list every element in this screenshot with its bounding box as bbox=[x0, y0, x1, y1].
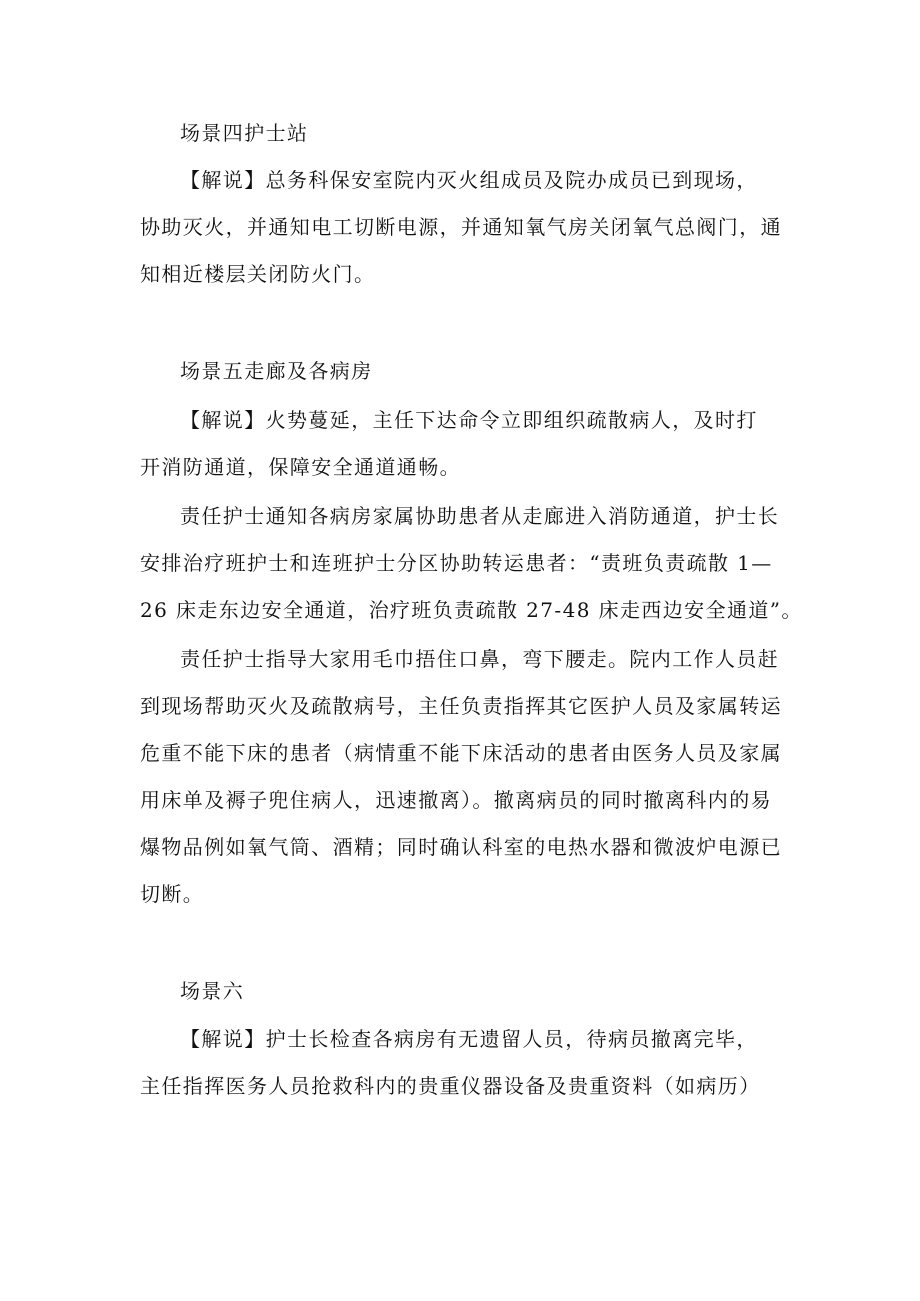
paragraph-line: 协助灭火，并通知电工切断电源，并通知氧气房关闭氧气总阀门，通 bbox=[140, 215, 782, 239]
paragraph-line: 【解说】总务科保安室院内灭火组成员及院办成员已到现场， bbox=[180, 168, 758, 192]
section-heading: 场景四护士站 bbox=[180, 121, 309, 145]
paragraph-line: 切断。 bbox=[140, 882, 205, 906]
paragraph-line: 责任护士指导大家用毛巾捂住口鼻，弯下腰走。院内工作人员赶 bbox=[180, 647, 780, 671]
paragraph-line: 开消防通道，保障安全通道通畅。 bbox=[140, 455, 461, 479]
paragraph-line: 知相近楼层关闭防火门。 bbox=[140, 262, 376, 286]
paragraph-line: 26 床走东边安全通道，治疗班负责疏散 27-48 床走西边安全通道”。 bbox=[140, 598, 803, 622]
paragraph-line: 用床单及褥子兜住病人，迅速撤离）。撤离病员的同时撤离科内的易 bbox=[140, 788, 772, 812]
paragraph-line: 到现场帮助灭火及疏散病号，主任负责指挥其它医护人员及家属转运 bbox=[140, 694, 782, 718]
paragraph-line: 爆物品例如氧气筒、酒精；同时确认科室的电热水器和微波炉电源已 bbox=[140, 835, 782, 859]
paragraph-line: 【解说】护士长检查各病房有无遗留人员，待病员撤离完毕， bbox=[180, 1027, 758, 1051]
paragraph-line: 责任护士通知各病房家属协助患者从走廊进入消防通道，护士长 bbox=[180, 504, 780, 528]
paragraph-line: 危重不能下床的患者（病情重不能下床活动的患者由医务人员及家属 bbox=[140, 741, 782, 765]
paragraph-line: 主任指挥医务人员抢救科内的贵重仪器设备及贵重资料（如病历） bbox=[140, 1074, 761, 1098]
section-heading: 场景六 bbox=[180, 979, 245, 1003]
paragraph-line: 【解说】火势蔓延，主任下达命令立即组织疏散病人，及时打 bbox=[180, 408, 758, 432]
paragraph-line: 安排治疗班护士和连班护士分区协助转运患者：“责班负责疏散 1— bbox=[140, 551, 773, 575]
section-heading: 场景五走廊及各病房 bbox=[180, 359, 373, 383]
